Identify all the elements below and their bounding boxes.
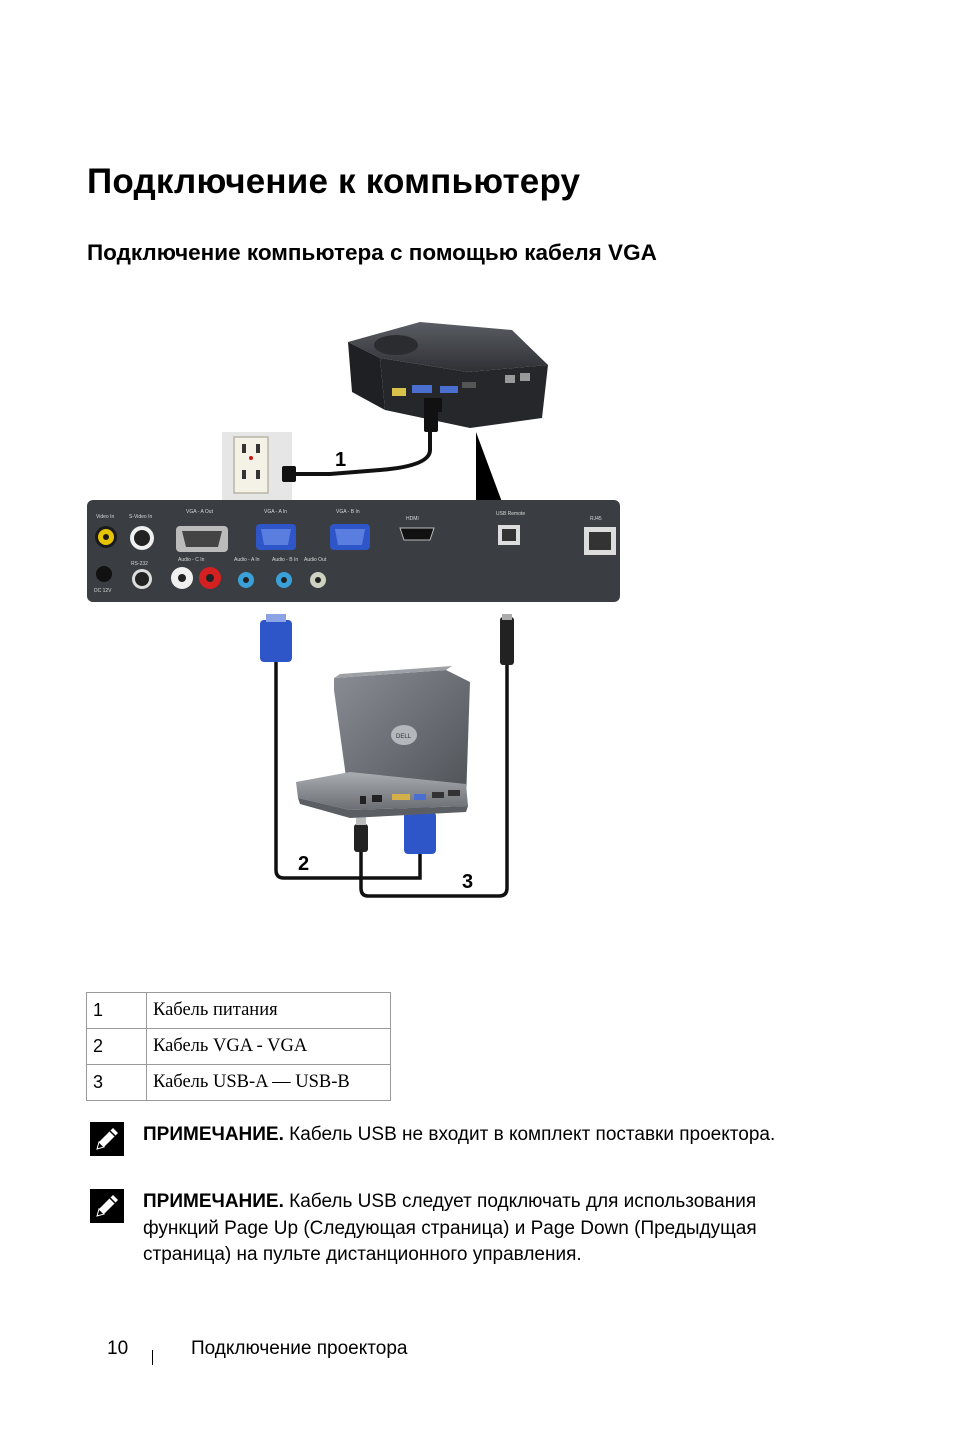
note-text: Кабель USB не входит в комплект поставки проектора. <box>283 1124 776 1145</box>
connector-panel <box>87 500 620 602</box>
legend-text: Кабель питания <box>147 993 391 1029</box>
panel-label-vga-a-in: VGA - A In <box>264 509 288 515</box>
note-label: ПРИМЕЧАНИЕ. <box>143 1124 284 1145</box>
legend-text: Кабель VGA - VGA <box>147 1029 391 1065</box>
callout-3: 3 <box>462 871 474 893</box>
footer-separator <box>152 1350 153 1365</box>
panel-label-vga-b-in: VGA - B In <box>336 509 360 515</box>
section-title: Подключение компьютера с помощью кабеля VGA <box>87 240 657 265</box>
note-pencil-icon <box>90 1122 124 1156</box>
note-label: ПРИМЕЧАНИЕ. <box>143 1191 284 1212</box>
power-cable <box>282 410 438 482</box>
page-number: 10 <box>107 1338 129 1359</box>
panel-label-audio-b: Audio - B In <box>272 557 299 563</box>
callout-2: 2 <box>298 853 310 875</box>
panel-label-s-video: S-Video In <box>129 514 153 520</box>
legend-number: 3 <box>87 1065 147 1101</box>
footer-section-title: Подключение проектора <box>191 1338 408 1359</box>
panel-label-audio-out: Audio Out <box>304 557 327 563</box>
legend-number: 1 <box>87 993 147 1029</box>
panel-label-dc: DC 12V <box>94 588 112 594</box>
laptop <box>296 666 470 818</box>
panel-label-video-in: Video In <box>96 514 115 520</box>
legend-text: Кабель USB-A — USB-B <box>147 1065 391 1101</box>
panel-label-vga-a-out: VGA - A Out <box>186 509 213 515</box>
wall-outlet <box>222 432 292 502</box>
legend-table <box>86 992 391 1101</box>
projector <box>348 322 548 428</box>
svg-text:DELL: DELL <box>396 734 412 740</box>
panel-label-audio-a: Audio - A In <box>234 557 260 563</box>
table-row <box>87 993 391 1029</box>
panel-label-usb: USB Remote <box>496 511 526 517</box>
zoom-wedge <box>476 432 502 502</box>
table-row <box>87 1029 391 1065</box>
page-title: Подключение к компьютеру <box>87 162 581 201</box>
note-text: Кабель USB следует подключать для использования функций Page Up (Следующая страница) и Page Down (Предыдущая страница) на пульте дистанционного управления. <box>143 1191 757 1265</box>
callout-1: 1 <box>335 449 347 471</box>
page-footer <box>0 1338 954 1368</box>
panel-label-rj45: RJ45 <box>590 516 602 522</box>
legend-number: 2 <box>87 1029 147 1065</box>
panel-label-rs232: RS-232 <box>131 561 148 567</box>
note-pencil-icon <box>90 1189 124 1223</box>
panel-label-audio-c: Audio - C In <box>178 557 205 563</box>
table-row <box>87 1065 391 1101</box>
panel-label-hdmi: HDMI <box>406 516 419 522</box>
